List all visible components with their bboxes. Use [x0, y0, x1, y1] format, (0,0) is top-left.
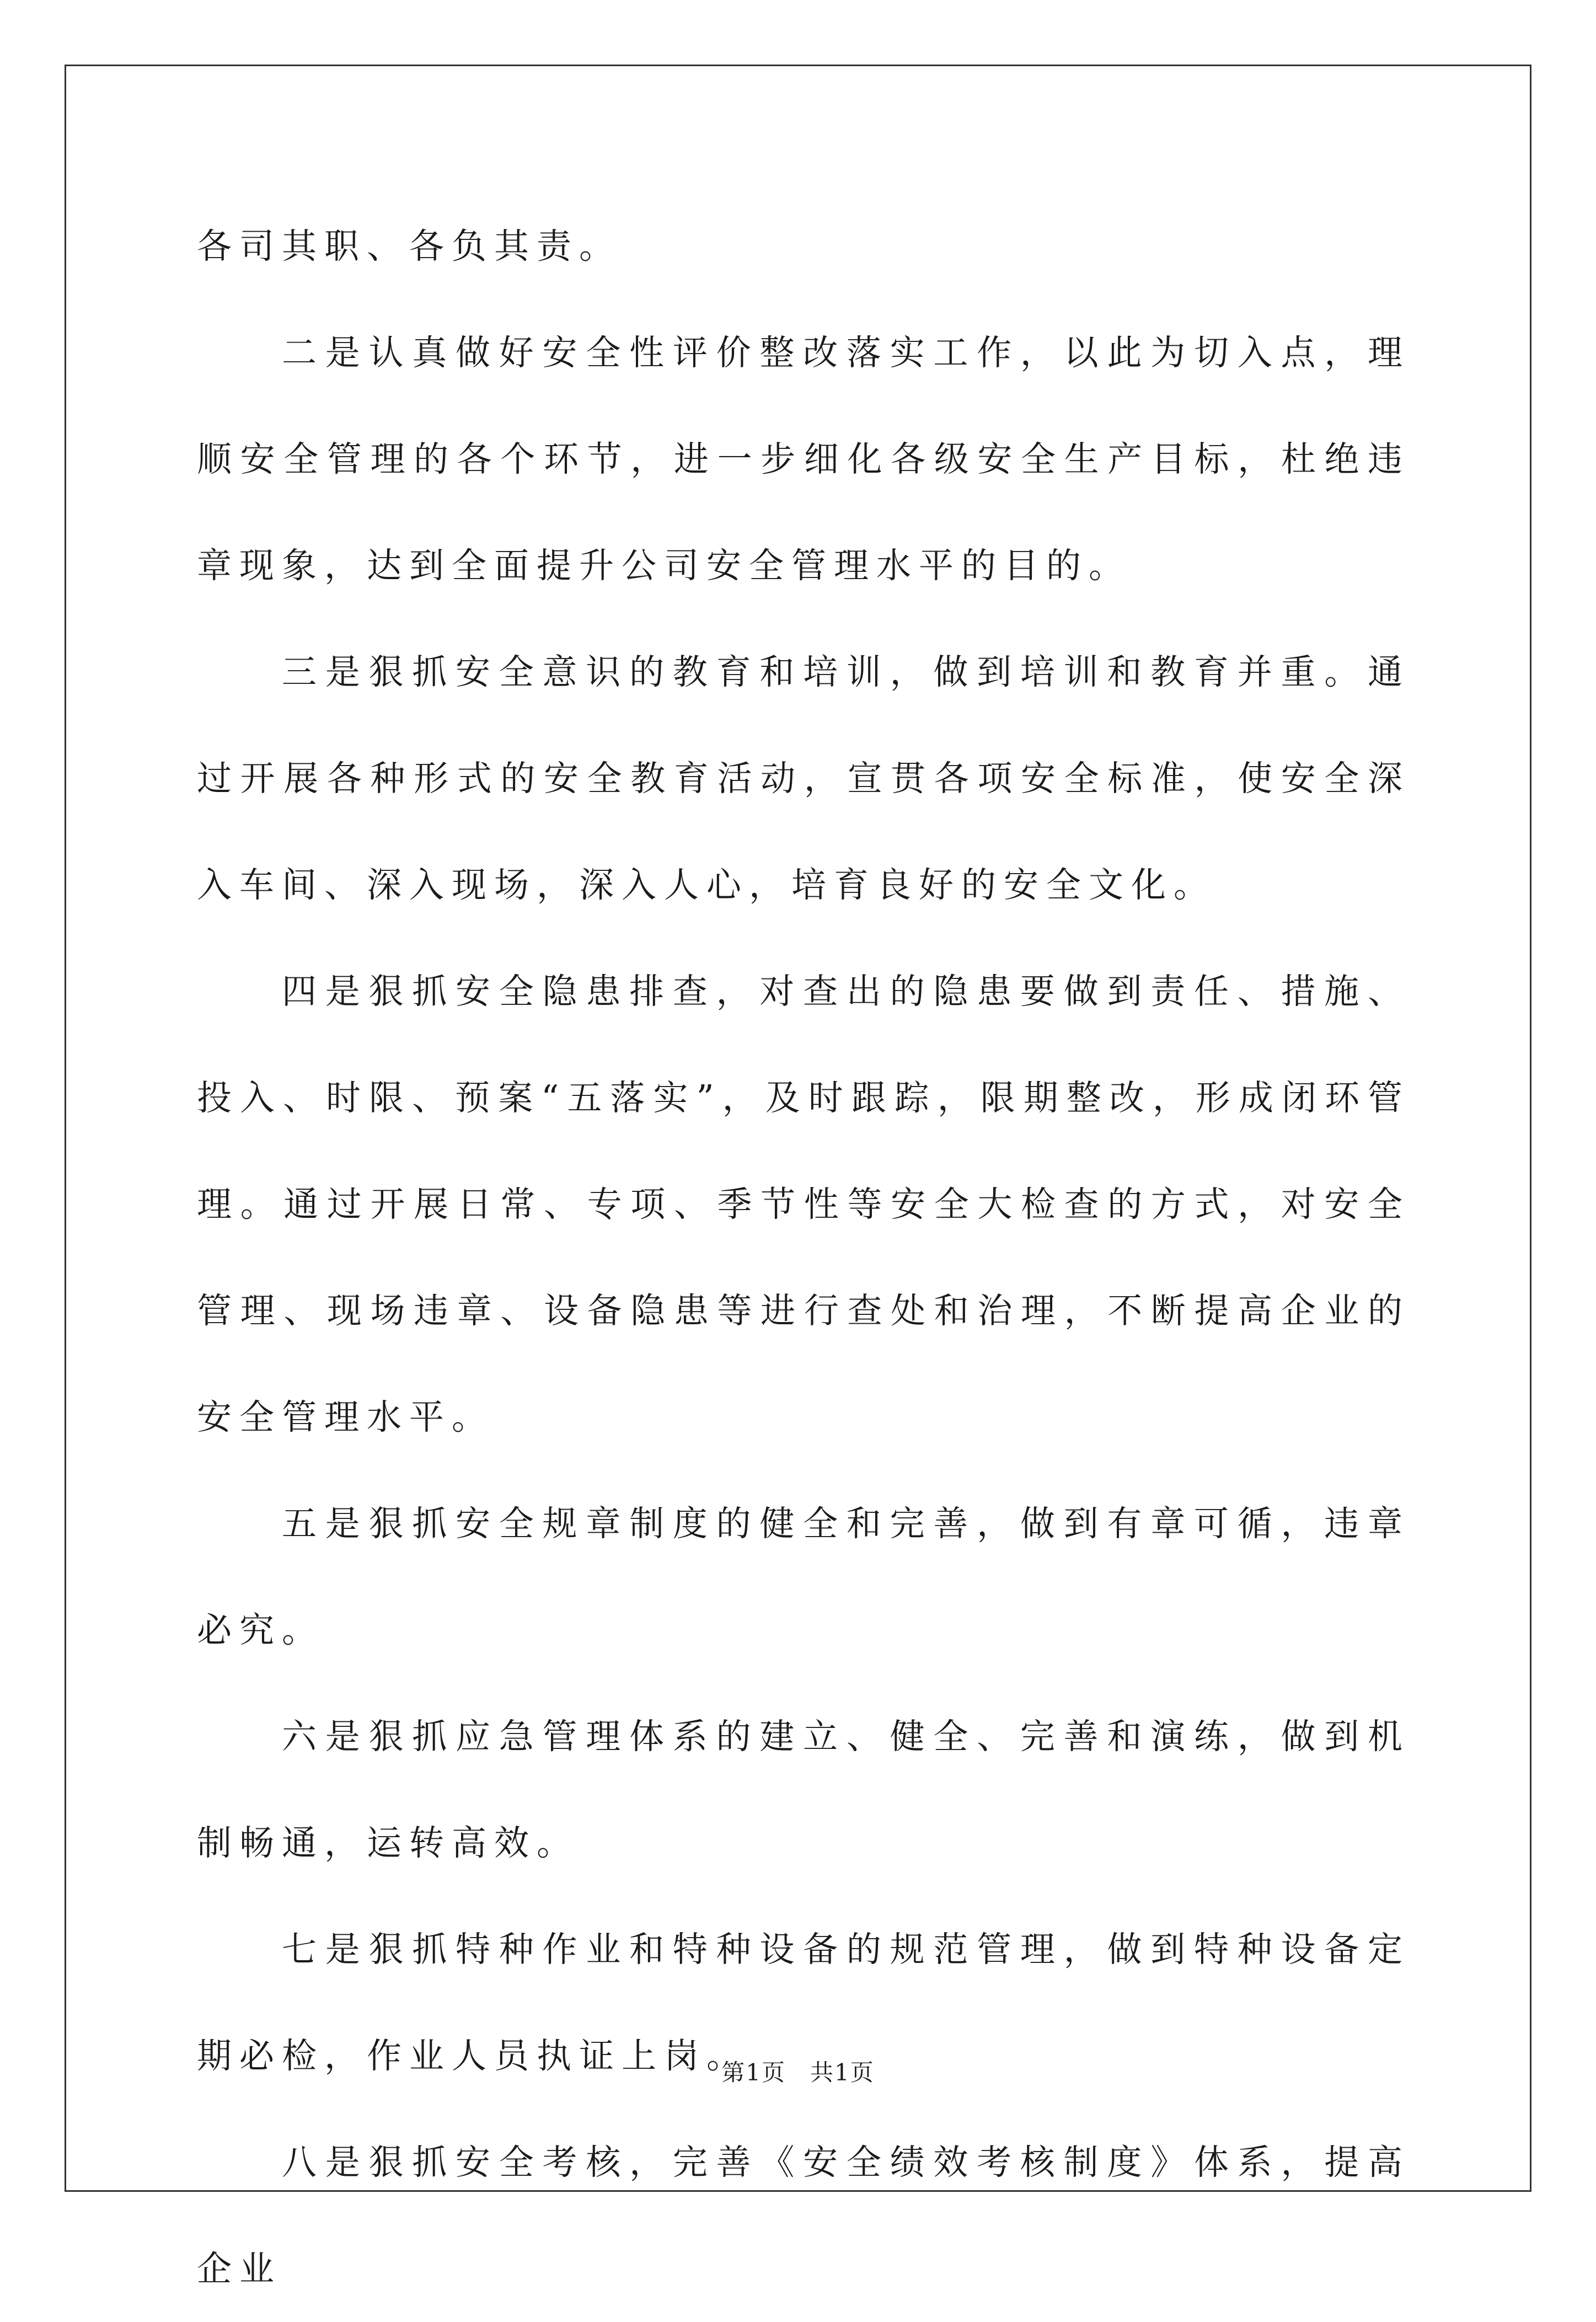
- paragraph-7: 七是狠抓特种作业和特种设备的规范管理，做到特种设备定期必检，作业人员执证上岗。: [197, 1929, 1410, 2076]
- paragraph-8: 八是狠抓安全考核，完善《安全绩效考核制度》体系，提高企业: [197, 2142, 1410, 2289]
- paragraph-4: 四是狠抓安全隐患排查，对查出的隐患要做到责任、措施、投入、时限、预案“五落实”，及时跟踪，限期整改，形成闭环管理。通过开展日常、专项、季节性等安全大检查的方式，对安全管理、现场违章、设备隐患等进行查处和治理，不断提高企业的安全管理水平。: [197, 971, 1410, 1437]
- document-body: [197, 193, 1410, 2322]
- paragraph-1: 各司其职、各负其责。: [197, 226, 622, 266]
- paragraph-3: 三是狠抓安全意识的教育和培训，做到培训和教育并重。通过开展各种形式的安全教育活动，宣贯各项安全标准，使安全深入车间、深入现场，深入人心，培育良好的安全文化。: [197, 652, 1410, 905]
- paragraph-2: 二是认真做好安全性评价整改落实工作，以此为切入点，理顺安全管理的各个环节，进一步细化各级安全生产目标，杜绝违章现象，达到全面提升公司安全管理水平的目的。: [197, 333, 1410, 586]
- paragraph-5: 五是狠抓安全规章制度的健全和完善，做到有章可循，违章必究。: [197, 1504, 1410, 1650]
- paragraph-6: 六是狠抓应急管理体系的建立、健全、完善和演练，做到机制畅通，运转高效。: [197, 1716, 1410, 1863]
- page-number-footer: 第1页 共1页: [721, 2059, 875, 2086]
